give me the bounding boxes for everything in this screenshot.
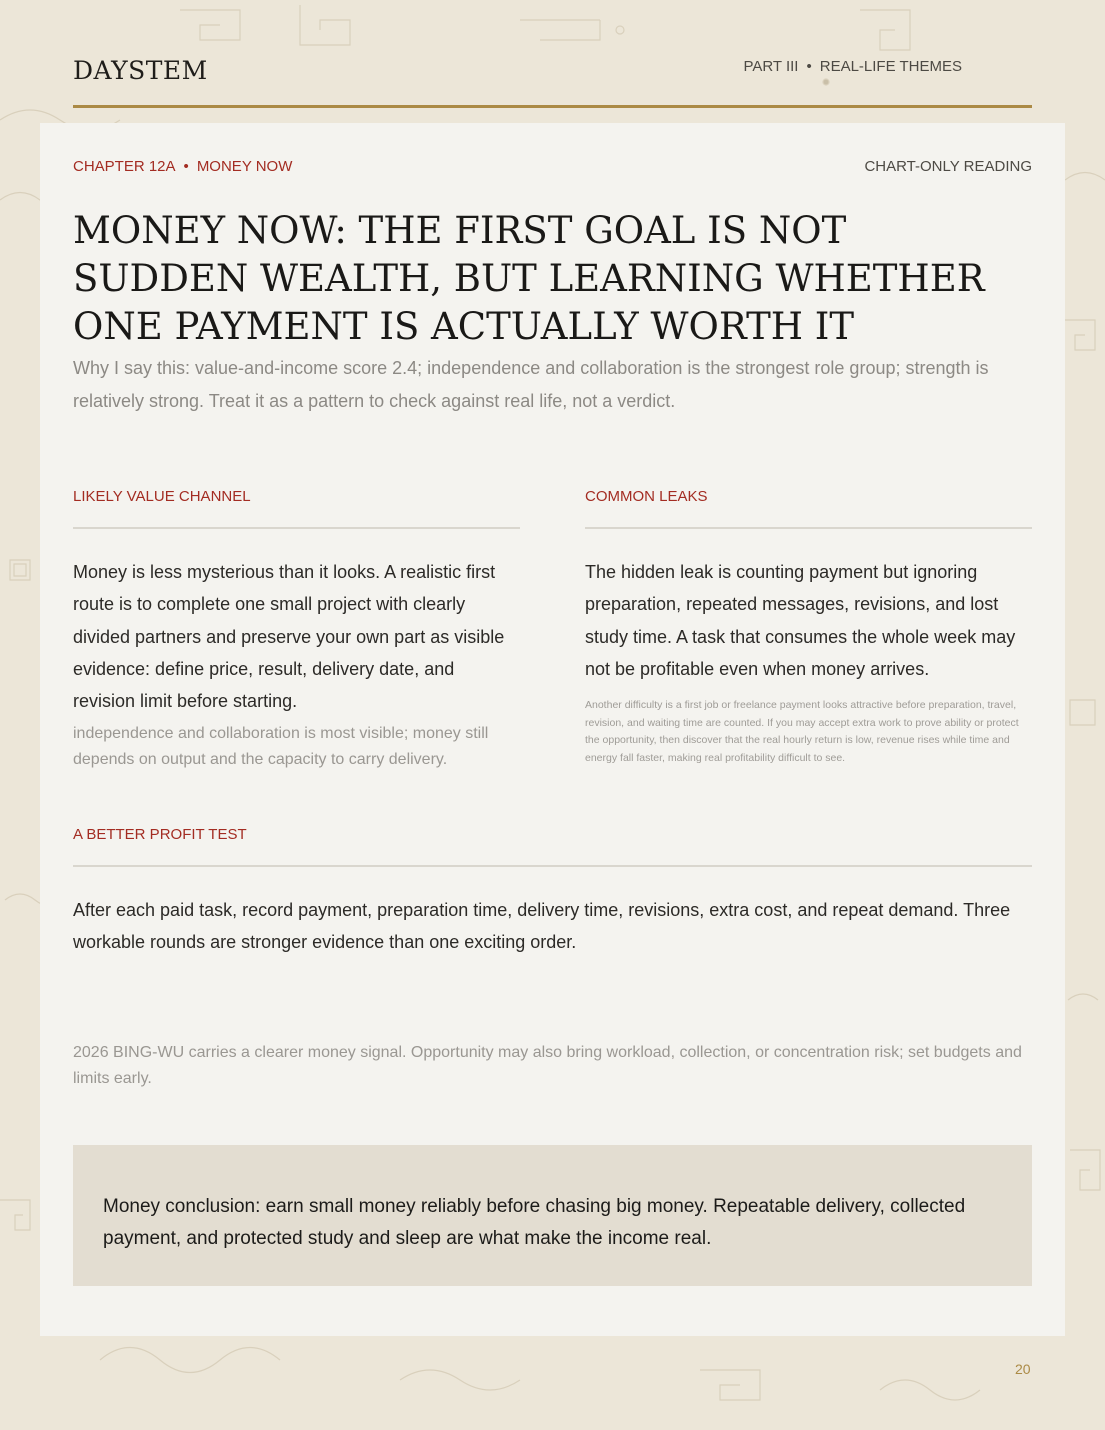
- section-note: Another difficulty is a first job or freelance payment looks attractive before preparation, travel, revision, and waiting time are counted. If you may accept extra work to prove ability or protect the opportunity, then discover that the real hourly return is low, revenue rises while time and energy fall faster, making real profitability difficult to see.: [585, 699, 1019, 764]
- header-rule: [73, 105, 1032, 108]
- section-label: A BETTER PROFIT TEST: [73, 826, 247, 843]
- content-card: [40, 123, 1065, 1336]
- part-number: PART III: [743, 58, 799, 75]
- reading-mode: CHART-ONLY READING: [864, 158, 1032, 175]
- separator-dot: •: [806, 58, 812, 75]
- section-rule: [73, 865, 1032, 867]
- chapter-topic: MONEY NOW: [196, 158, 293, 175]
- section-label: COMMON LEAKS: [585, 488, 708, 505]
- section-label: LIKELY VALUE CHANNEL: [73, 488, 251, 505]
- conclusion-box: [73, 1145, 1032, 1286]
- chapter-number: CHAPTER 12A: [73, 158, 176, 175]
- section-rule: [73, 527, 520, 529]
- separator-dot: •: [183, 158, 189, 175]
- brand-name: DAYSTEM: [73, 56, 208, 85]
- part-section: REAL-LIFE THEMES: [819, 58, 962, 75]
- common-leaks-section: [585, 488, 1032, 767]
- profit-test-section: [73, 826, 1032, 959]
- section-body: After each paid task, record payment, preparation time, delivery time, revisions, extra cost, and repeat demand. Three workable rounds are stronger evidence than one exciting order.: [73, 900, 1011, 953]
- chapter-kicker: [73, 158, 292, 175]
- section-body: The hidden leak is counting payment but ignoring preparation, repeated messages, revisions, and lost study time. A task that consumes the whole week may not be profitable even when money arrives.: [585, 562, 1016, 679]
- year-signal-note: 2026 BING-WU carries a clearer money signal. Opportunity may also bring workload, collection, or concentration risk; set budgets and limits early.: [73, 1044, 1022, 1087]
- section-body: Money is less mysterious than it looks. A realistic first route is to complete one small project with clearly divided partners and preserve your own part as visible evidence: define price, result, delivery date, and revision limit before starting.: [73, 562, 505, 712]
- section-note: independence and collaboration is most visible; money still depends on output and the capacity to carry delivery.: [73, 725, 489, 769]
- section-rule: [585, 527, 1032, 529]
- page-subtitle: Why I say this: value-and-income score 2.4; independence and collaboration is the strongest role group; strength is relatively strong. Treat it as a pattern to check against real life, not a verdict.: [73, 358, 989, 411]
- value-channel-section: [73, 488, 520, 773]
- part-indicator: [743, 58, 962, 75]
- page-title: MONEY NOW: THE FIRST GOAL IS NOT SUDDEN WEALTH, BUT LEARNING WHETHER ONE PAYMENT IS ACTUALLY WORTH IT: [73, 209, 985, 348]
- page-number: 20: [1015, 1361, 1031, 1377]
- page-header: [73, 56, 1032, 108]
- conclusion-text: Money conclusion: earn small money reliably before chasing big money. Repeatable delivery, collected payment, and protected study and sleep are what make the income real.: [103, 1196, 966, 1249]
